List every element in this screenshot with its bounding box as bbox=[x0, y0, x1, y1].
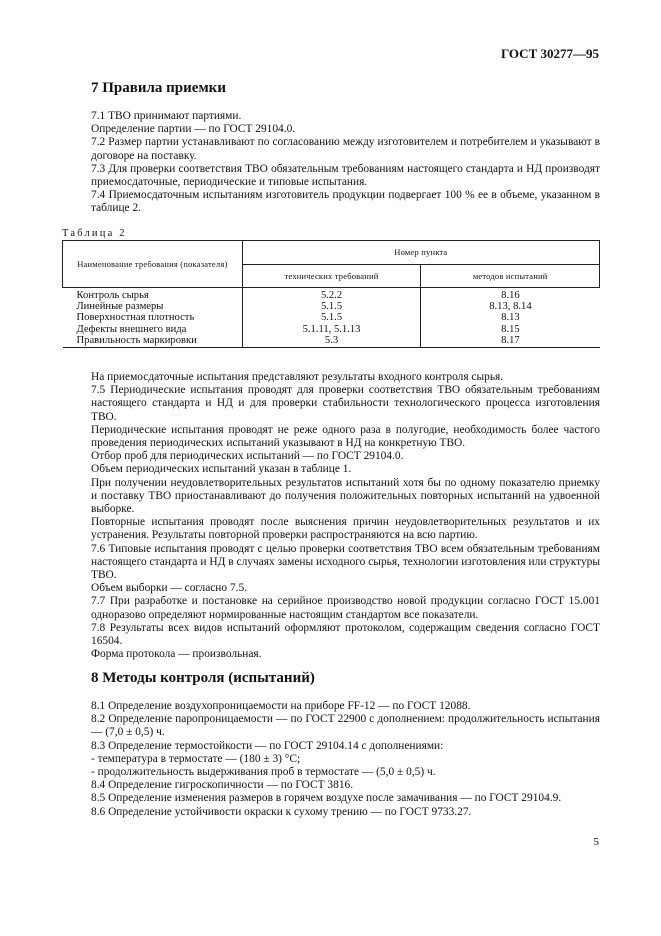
paragraph: Определение партии — по ГОСТ 29104.0. bbox=[91, 123, 296, 136]
cell-method-clause: 8.17 bbox=[501, 334, 520, 346]
cell-method-clause: 8.16 bbox=[501, 290, 520, 301]
cell-tech-clause: 5.1.5 bbox=[242, 301, 421, 312]
paragraph: Периодические испытания проводят не реже одного раза в полугодие, необходимость более частого проведения периодических испытаний указывают в НД на конкретную ТВО. bbox=[91, 423, 600, 450]
requirements-table bbox=[62, 240, 600, 348]
paragraph: Отбор проб для периодических испытаний — по ГОСТ 29104.0. bbox=[91, 450, 404, 463]
paragraph: 7.5 Периодические испытания проводят для проверки соответствия ТВО обязательным требованиям настоящего стандарта и НД и для проверки стабильности технологического процесса изготовления ТВО. bbox=[91, 384, 600, 423]
paragraph: 8.3 Определение термостойкости — по ГОСТ 29104.14 с дополнениями: bbox=[91, 739, 444, 752]
cell-requirement: Линейные размеры bbox=[63, 301, 243, 312]
section-7-body bbox=[91, 371, 600, 661]
paragraph: 7.1 ТВО принимают партиями. bbox=[91, 110, 242, 122]
paragraph: 8.5 Определение изменения размеров в горячем воздухе после замачивания — по ГОСТ 29104.9. bbox=[91, 792, 562, 805]
paragraph: 7.6 Типовые испытания проводят с целью проверки соответствия ТВО всем обязательным требованиям настоящего стандарта и НД в случаях замены исходного сырья, технологии изготовления или структуры ТВО. bbox=[91, 542, 600, 582]
list-item: - температура в термостате — (180 ± 3) °С; bbox=[91, 752, 301, 765]
paragraph: Объем выборки — согласно 7.5. bbox=[91, 582, 248, 595]
paragraph: Повторные испытания проводят после выяснения причин неудовлетворительных результатов и их устранения. Результаты повторной проверки распространяются на всю партию. bbox=[91, 516, 600, 542]
cell-tech-clause: 5.1.5 bbox=[242, 312, 421, 323]
cell-requirement: Контроль сырья bbox=[63, 288, 243, 302]
cell-method-clause: 8.15 bbox=[501, 323, 520, 335]
paragraph: 8.1 Определение воздухопроницаемости на приборе FF-12 — по ГОСТ 12088. bbox=[91, 700, 471, 712]
paragraph: 7.8 Результаты всех видов испытаний оформляют протоколом, содержащим сведения согласно ГОСТ 16504. bbox=[91, 621, 600, 648]
paragraph: 7.7 При разработке и постановке на серийное производство новой продукции согласно ГОСТ 15.001 одноразово определяют нормированные настоящим стандартом все показатели. bbox=[91, 595, 600, 621]
cell-tech-clause: 5.2.2 bbox=[242, 288, 421, 302]
cell-tech-clause: 5.3 bbox=[242, 335, 421, 348]
header-requirement-name: Наименование требования (показателя) bbox=[63, 241, 243, 288]
paragraph: Форма протокола — произвольная. bbox=[91, 648, 262, 661]
paragraph: Объем периодических испытаний указан в таблице 1. bbox=[91, 463, 352, 476]
table-row bbox=[63, 312, 600, 323]
cell-method-clause: 8.13 bbox=[501, 312, 520, 324]
cell-method-clause: 8.13, 8.14 bbox=[489, 301, 532, 313]
table-caption: Таблица 2 bbox=[62, 228, 127, 239]
cell-requirement: Поверхностная плотность bbox=[63, 312, 243, 323]
section-8-title: 8 Методы контроля (испытаний) bbox=[91, 670, 315, 686]
section-7-title: 7 Правила приемки bbox=[91, 80, 226, 96]
cell-requirement: Правильность маркировки bbox=[63, 335, 243, 348]
section-8-body bbox=[91, 700, 600, 819]
header-test-methods: методов испытаний bbox=[421, 264, 600, 288]
paragraph: На приемосдаточные испытания представляют результаты входного контроля сырья. bbox=[91, 371, 504, 383]
paragraph: При получении неудовлетворительных результатов испытаний хотя бы по одному показателю приемку и поставку ТВО приостанавливают до получения положительных повторных испытаний на удвоенной выборке. bbox=[91, 476, 600, 516]
paragraph: 7.2 Размер партии устанавливают по согласованию между изготовителем и потребителем и указывают в договоре на поставку. bbox=[91, 136, 600, 162]
table-row bbox=[63, 288, 600, 302]
paragraph: 8.6 Определение устойчивости окраски к сухому трению — по ГОСТ 9733.27. bbox=[91, 805, 472, 818]
paragraph: 8.4 Определение гигроскопичности — по ГОСТ 3816. bbox=[91, 779, 354, 792]
list-item: - продолжительность выдерживания проб в термостате — (5,0 ± 0,5) ч. bbox=[91, 766, 436, 779]
cell-tech-clause: 5.1.11, 5.1.13 bbox=[242, 324, 421, 335]
header-technical-requirements: технических требований bbox=[242, 264, 421, 288]
standard-code-header: ГОСТ 30277—95 bbox=[500, 46, 599, 61]
paragraph: 7.3 Для проверки соответствия ТВО обязательным требованиям настоящего стандарта и НД производят приемосдаточные, периодические и типовые испытания. bbox=[91, 162, 600, 189]
section-7-intro bbox=[91, 110, 600, 216]
page-number: 5 bbox=[593, 836, 599, 848]
paragraph: 7.4 Приемосдаточным испытаниям изготовитель продукции подвергает 100 % ее в объеме, указанном в таблице 2. bbox=[91, 189, 600, 215]
table-row bbox=[63, 301, 600, 312]
table-row bbox=[63, 324, 600, 335]
table-row bbox=[63, 335, 600, 348]
header-clause-number: Номер пункта bbox=[242, 241, 599, 265]
paragraph: 8.2 Определение паропроницаемости — по ГОСТ 22900 с дополнением: продолжительность испытания — (7,0 ± 0,5) ч. bbox=[91, 713, 600, 739]
cell-requirement: Дефекты внешнего вида bbox=[63, 324, 243, 335]
